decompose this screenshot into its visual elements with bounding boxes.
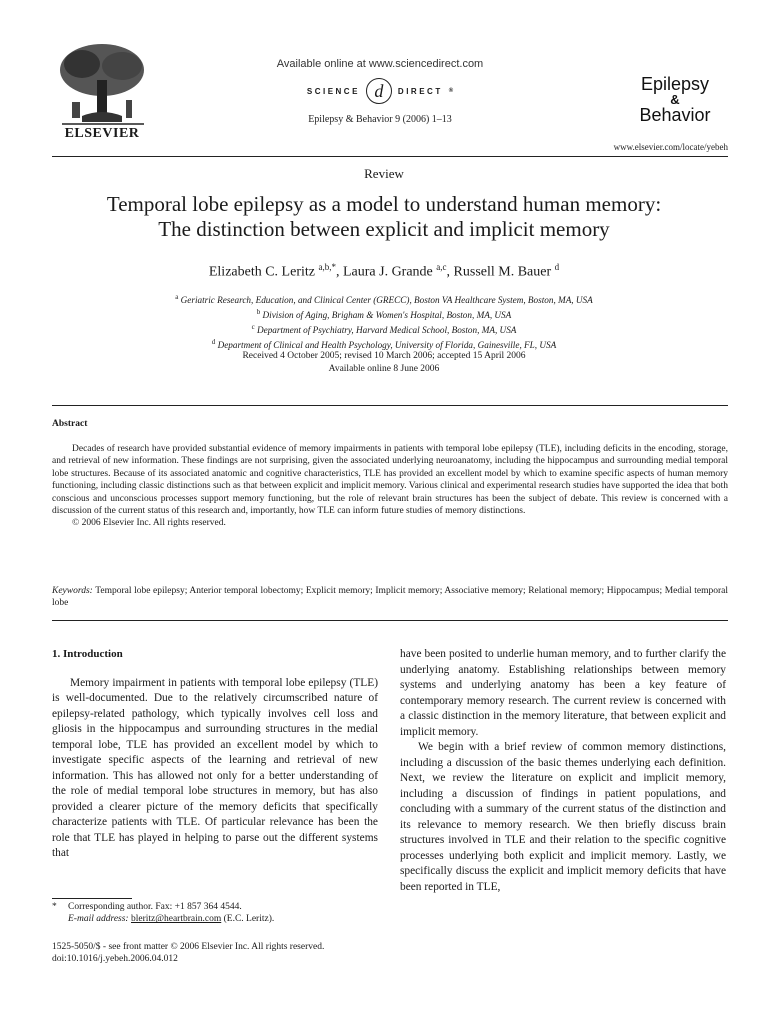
affiliation-marker: b xyxy=(256,308,261,317)
affiliation-marker: d xyxy=(211,338,216,347)
author-superscript: a,b,* xyxy=(318,262,336,272)
abstract-top-rule xyxy=(52,405,728,406)
footnote-rule xyxy=(52,898,132,899)
body-paragraph: We begin with a brief review of common memory distinctions, including a discussion of the basic themes underlying each definition. Next, we review the literature on explicit and implicit memory, including a discussion of findings in patient populations, and concluding with a summary of the current status of the distinction and its relevance to memory research. We then briefly discuss brain structures involved in TLE and their relation to the specific cognitive processes underlying both explicit and implicit memory. Lastly, we specifically discuss the explicit and implicit memory deficits that have been reported in TLE, xyxy=(400,741,726,893)
section-heading: 1. Introduction xyxy=(52,648,123,660)
sciencedirect-right-word: DIRECT xyxy=(397,86,443,96)
author-superscript: a,c xyxy=(436,262,447,272)
email-suffix: (E.C. Leritz). xyxy=(223,914,275,925)
footnote xyxy=(52,901,378,926)
affiliation-item xyxy=(0,336,768,351)
available-online-text: Available online at www.sciencedirect.com xyxy=(276,58,484,70)
article-title-line1: Temporal lobe epilepsy as a model to understand human memory: xyxy=(106,192,662,216)
header-rule xyxy=(52,156,728,157)
affiliation-marker: a xyxy=(175,293,179,301)
body-right-column xyxy=(400,647,726,895)
received-dates: Received 4 October 2005; revised 10 March 2006; accepted 15 April 2006 xyxy=(242,351,526,361)
author-name[interactable]: Elizabeth C. Leritz xyxy=(208,264,315,280)
affiliation-text: Geriatric Research, Education, and Clinical Center (GRECC), Boston VA Healthcare System, Boston, MA, USA xyxy=(180,295,593,306)
author-separator: , xyxy=(335,264,343,280)
affiliation-item xyxy=(0,321,768,336)
author-superscript: d xyxy=(554,262,560,272)
issn-line: 1525-5050/$ - see front matter © 2006 Elsevier Inc. All rights reserved. xyxy=(52,942,325,952)
affiliation-item xyxy=(0,291,768,306)
author-name[interactable]: Russell M. Bauer xyxy=(453,264,552,280)
doi-line[interactable]: doi:10.1016/j.yebeh.2006.04.012 xyxy=(52,954,178,965)
article-dates xyxy=(0,350,768,376)
body-paragraph: have been posited to underlie human memory, and to further clarify the underlying anatomy. Establishing relationships between memory systems and underlying anatomy has been a key feature of contemporary memory research. The current review is concerned with a classic distinction in the memory literature, that between explicit and implicit memory. xyxy=(400,648,726,738)
author-separator: , xyxy=(446,264,454,280)
elsevier-wordmark: ELSEVIER xyxy=(64,126,140,141)
email-label: E-mail address: xyxy=(68,914,129,925)
abstract-copyright: © 2006 Elsevier Inc. All rights reserved. xyxy=(72,518,226,529)
corresponding-author-note xyxy=(52,901,378,913)
body-left-column xyxy=(52,647,378,862)
affiliation-text: Department of Clinical and Health Psychology, University of Florida, Gainesville, FL, USA xyxy=(217,340,557,351)
available-online-date: Available online 8 June 2006 xyxy=(328,364,440,374)
front-matter xyxy=(52,941,324,966)
article-title-line2: The distinction between explicit and implicit memory xyxy=(158,217,610,241)
corresponding-author-text: Corresponding author. Fax: +1 857 364 4544. xyxy=(68,902,242,912)
abstract-body xyxy=(52,443,728,530)
abstract-paragraph: Decades of research have provided substantial evidence of memory impairments in patients with temporal lobe epilepsy (TLE), including deficits in the encoding, storage, and retrieval of new information. These findings are not surprising, given the associated underlying neuroanatomy, including the hippocampus and surrounding medial temporal lobe structures. Because of its associated anatomic and cognitive characteristics, TLE has provided an excellent model by which to examine specific aspects of human memory functioning, including classic distinctions such as that between explicit and implicit memory. Various clinical and experimental research studies have supported the idea that both conscious and unconscious processes support memory functioning, but the role of relevant brain structures has been the subject of debate. This review is concerned with a discussion of the current status of this research and, importantly, how TLE can inform future studies of memory distinctions. xyxy=(52,444,728,517)
journal-citation: Epilepsy & Behavior 9 (2006) 1–13 xyxy=(308,114,452,125)
keywords-list: Temporal lobe epilepsy; Anterior temporal lobectomy; Explicit memory; Implicit memory; Associative memory; Relational memory; Hippocampus; Medial temporal lobe xyxy=(52,586,728,609)
affiliation-text: Department of Psychiatry, Harvard Medical School, Boston, MA, USA xyxy=(256,325,517,336)
keywords xyxy=(52,585,728,610)
email-link[interactable]: bleritz@heartbrain.com xyxy=(130,914,222,925)
sciencedirect-reg-mark: ® xyxy=(448,88,454,94)
abstract-heading: Abstract xyxy=(52,419,88,429)
journal-logo xyxy=(615,75,735,125)
journal-url[interactable]: www.elsevier.com/locate/yebeh xyxy=(613,142,728,152)
email-note xyxy=(52,913,378,925)
journal-logo-amp: & xyxy=(670,92,680,107)
author-list xyxy=(0,262,768,281)
footnote-marker: * xyxy=(52,902,57,912)
sciencedirect-d-icon: d xyxy=(366,78,392,104)
affiliation-marker: c xyxy=(251,323,255,332)
sciencedirect-logo xyxy=(180,78,580,104)
keywords-label: Keywords: xyxy=(52,586,93,596)
body-paragraph: Memory impairment in patients with temporal lobe epilepsy (TLE) is well-documented. Due to the relatively circumscribed nature of epilepsy-related pathology, which typically involves cell loss and gliosis in the hippocampus and surrounding structures in the medial temporal lobe, TLE has provided an excellent model by which to investigate specific aspects of the learning and retrieval of new information. This has allowed not only for a better understanding of the role of medial temporal lobe structures in memory, but has also provided a clearer picture of the memory deficits that specifically characterize patients with TLE. Of particular relevance has been the role that TLE has played in helping to parse out the different systems that xyxy=(52,676,378,859)
author-name[interactable]: Laura J. Grande xyxy=(342,264,433,280)
journal-logo-line1: Epilepsy xyxy=(640,74,710,94)
abstract-bottom-rule xyxy=(52,620,728,621)
affiliation-item xyxy=(0,306,768,321)
elsevier-tree-icon xyxy=(52,40,152,126)
elsevier-logo xyxy=(52,40,152,145)
header-center xyxy=(180,58,580,125)
sciencedirect-left-word: SCIENCE xyxy=(306,86,360,96)
journal-logo-line2: Behavior xyxy=(639,105,711,125)
article-type: Review xyxy=(364,166,404,181)
affiliation-text: Division of Aging, Brigham & Women's Hospital, Boston, MA, USA xyxy=(262,310,512,321)
affiliation-list xyxy=(0,291,768,351)
article-title xyxy=(40,192,728,242)
